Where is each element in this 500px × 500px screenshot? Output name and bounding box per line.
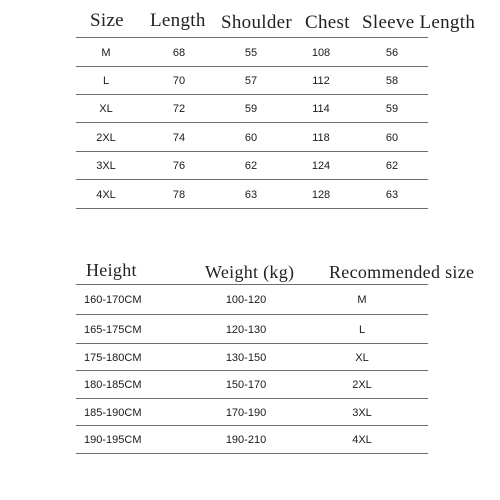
cell-height: 165-175CM bbox=[84, 323, 142, 336]
cell-height: 180-185CM bbox=[84, 379, 142, 391]
table-rule bbox=[76, 94, 428, 95]
cell-shoulder: 57 bbox=[244, 75, 258, 87]
table-rule bbox=[76, 314, 428, 315]
cell-recommended-size: 3XL bbox=[352, 406, 372, 419]
table-rule bbox=[76, 425, 428, 426]
header-height: Height bbox=[86, 260, 137, 280]
cell-size: 3XL bbox=[96, 160, 116, 172]
cell-size: 4XL bbox=[96, 188, 116, 201]
cell-chest: 112 bbox=[312, 75, 330, 87]
cell-shoulder: 60 bbox=[244, 131, 258, 144]
cell-chest: 108 bbox=[311, 46, 331, 59]
table-rule bbox=[76, 66, 428, 67]
cell-chest: 114 bbox=[312, 103, 330, 115]
header-size: Size bbox=[90, 10, 124, 31]
table-rule bbox=[76, 122, 428, 123]
header-shoulder: Shoulder bbox=[221, 12, 293, 33]
cell-recommended-size: XL bbox=[355, 351, 369, 364]
table-rule bbox=[76, 370, 428, 371]
cell-shoulder: 55 bbox=[244, 46, 258, 59]
table-rule bbox=[76, 179, 428, 180]
cell-length: 78 bbox=[172, 188, 186, 201]
cell-length: 74 bbox=[172, 131, 186, 144]
cell-shoulder: 62 bbox=[244, 160, 258, 172]
cell-weight: 130-150 bbox=[225, 351, 267, 364]
cell-size: M bbox=[101, 46, 111, 59]
cell-sleeve-length: 58 bbox=[385, 75, 399, 87]
table-rule bbox=[76, 398, 428, 399]
cell-sleeve-length: 56 bbox=[385, 46, 399, 59]
cell-sleeve-length: 62 bbox=[385, 160, 399, 172]
cell-weight: 120-130 bbox=[225, 323, 267, 336]
cell-height: 190-195CM bbox=[84, 434, 142, 446]
cell-chest: 118 bbox=[312, 131, 330, 144]
table-rule bbox=[76, 151, 428, 152]
cell-size: L bbox=[102, 75, 110, 87]
cell-weight: 170-190 bbox=[225, 406, 267, 419]
cell-shoulder: 59 bbox=[244, 103, 258, 115]
cell-height: 160-170CM bbox=[84, 294, 142, 306]
cell-chest: 128 bbox=[311, 188, 331, 201]
cell-size: XL bbox=[99, 103, 113, 115]
table-rule bbox=[76, 343, 428, 344]
cell-length: 68 bbox=[172, 46, 186, 59]
header-chest: Chest bbox=[305, 12, 350, 33]
cell-length: 70 bbox=[172, 75, 186, 87]
cell-height: 175-180CM bbox=[84, 351, 142, 364]
cell-weight: 100-120 bbox=[225, 294, 267, 306]
cell-recommended-size: M bbox=[357, 294, 367, 306]
cell-recommended-size: 4XL bbox=[352, 434, 372, 446]
cell-sleeve-length: 63 bbox=[385, 188, 399, 201]
cell-weight: 190-210 bbox=[225, 434, 267, 446]
header-weight: Weight (kg) bbox=[205, 262, 295, 282]
cell-length: 76 bbox=[172, 160, 186, 172]
cell-size: 2XL bbox=[96, 131, 116, 144]
cell-length: 72 bbox=[172, 103, 186, 115]
cell-sleeve-length: 59 bbox=[385, 103, 399, 115]
header-sleeve-length: Sleeve Length bbox=[362, 12, 476, 33]
table-rule bbox=[76, 208, 428, 209]
table-rule bbox=[76, 453, 428, 454]
cell-sleeve-length: 60 bbox=[385, 131, 399, 144]
table-rule bbox=[76, 37, 428, 38]
table-rule bbox=[76, 284, 428, 285]
cell-recommended-size: L bbox=[358, 323, 366, 336]
header-recommended-size: Recommended size bbox=[329, 262, 475, 282]
header-length: Length bbox=[150, 10, 206, 31]
cell-recommended-size: 2XL bbox=[352, 379, 372, 391]
cell-chest: 124 bbox=[311, 160, 331, 172]
cell-height: 185-190CM bbox=[84, 406, 142, 419]
cell-weight: 150-170 bbox=[225, 379, 267, 391]
cell-shoulder: 63 bbox=[244, 188, 258, 201]
